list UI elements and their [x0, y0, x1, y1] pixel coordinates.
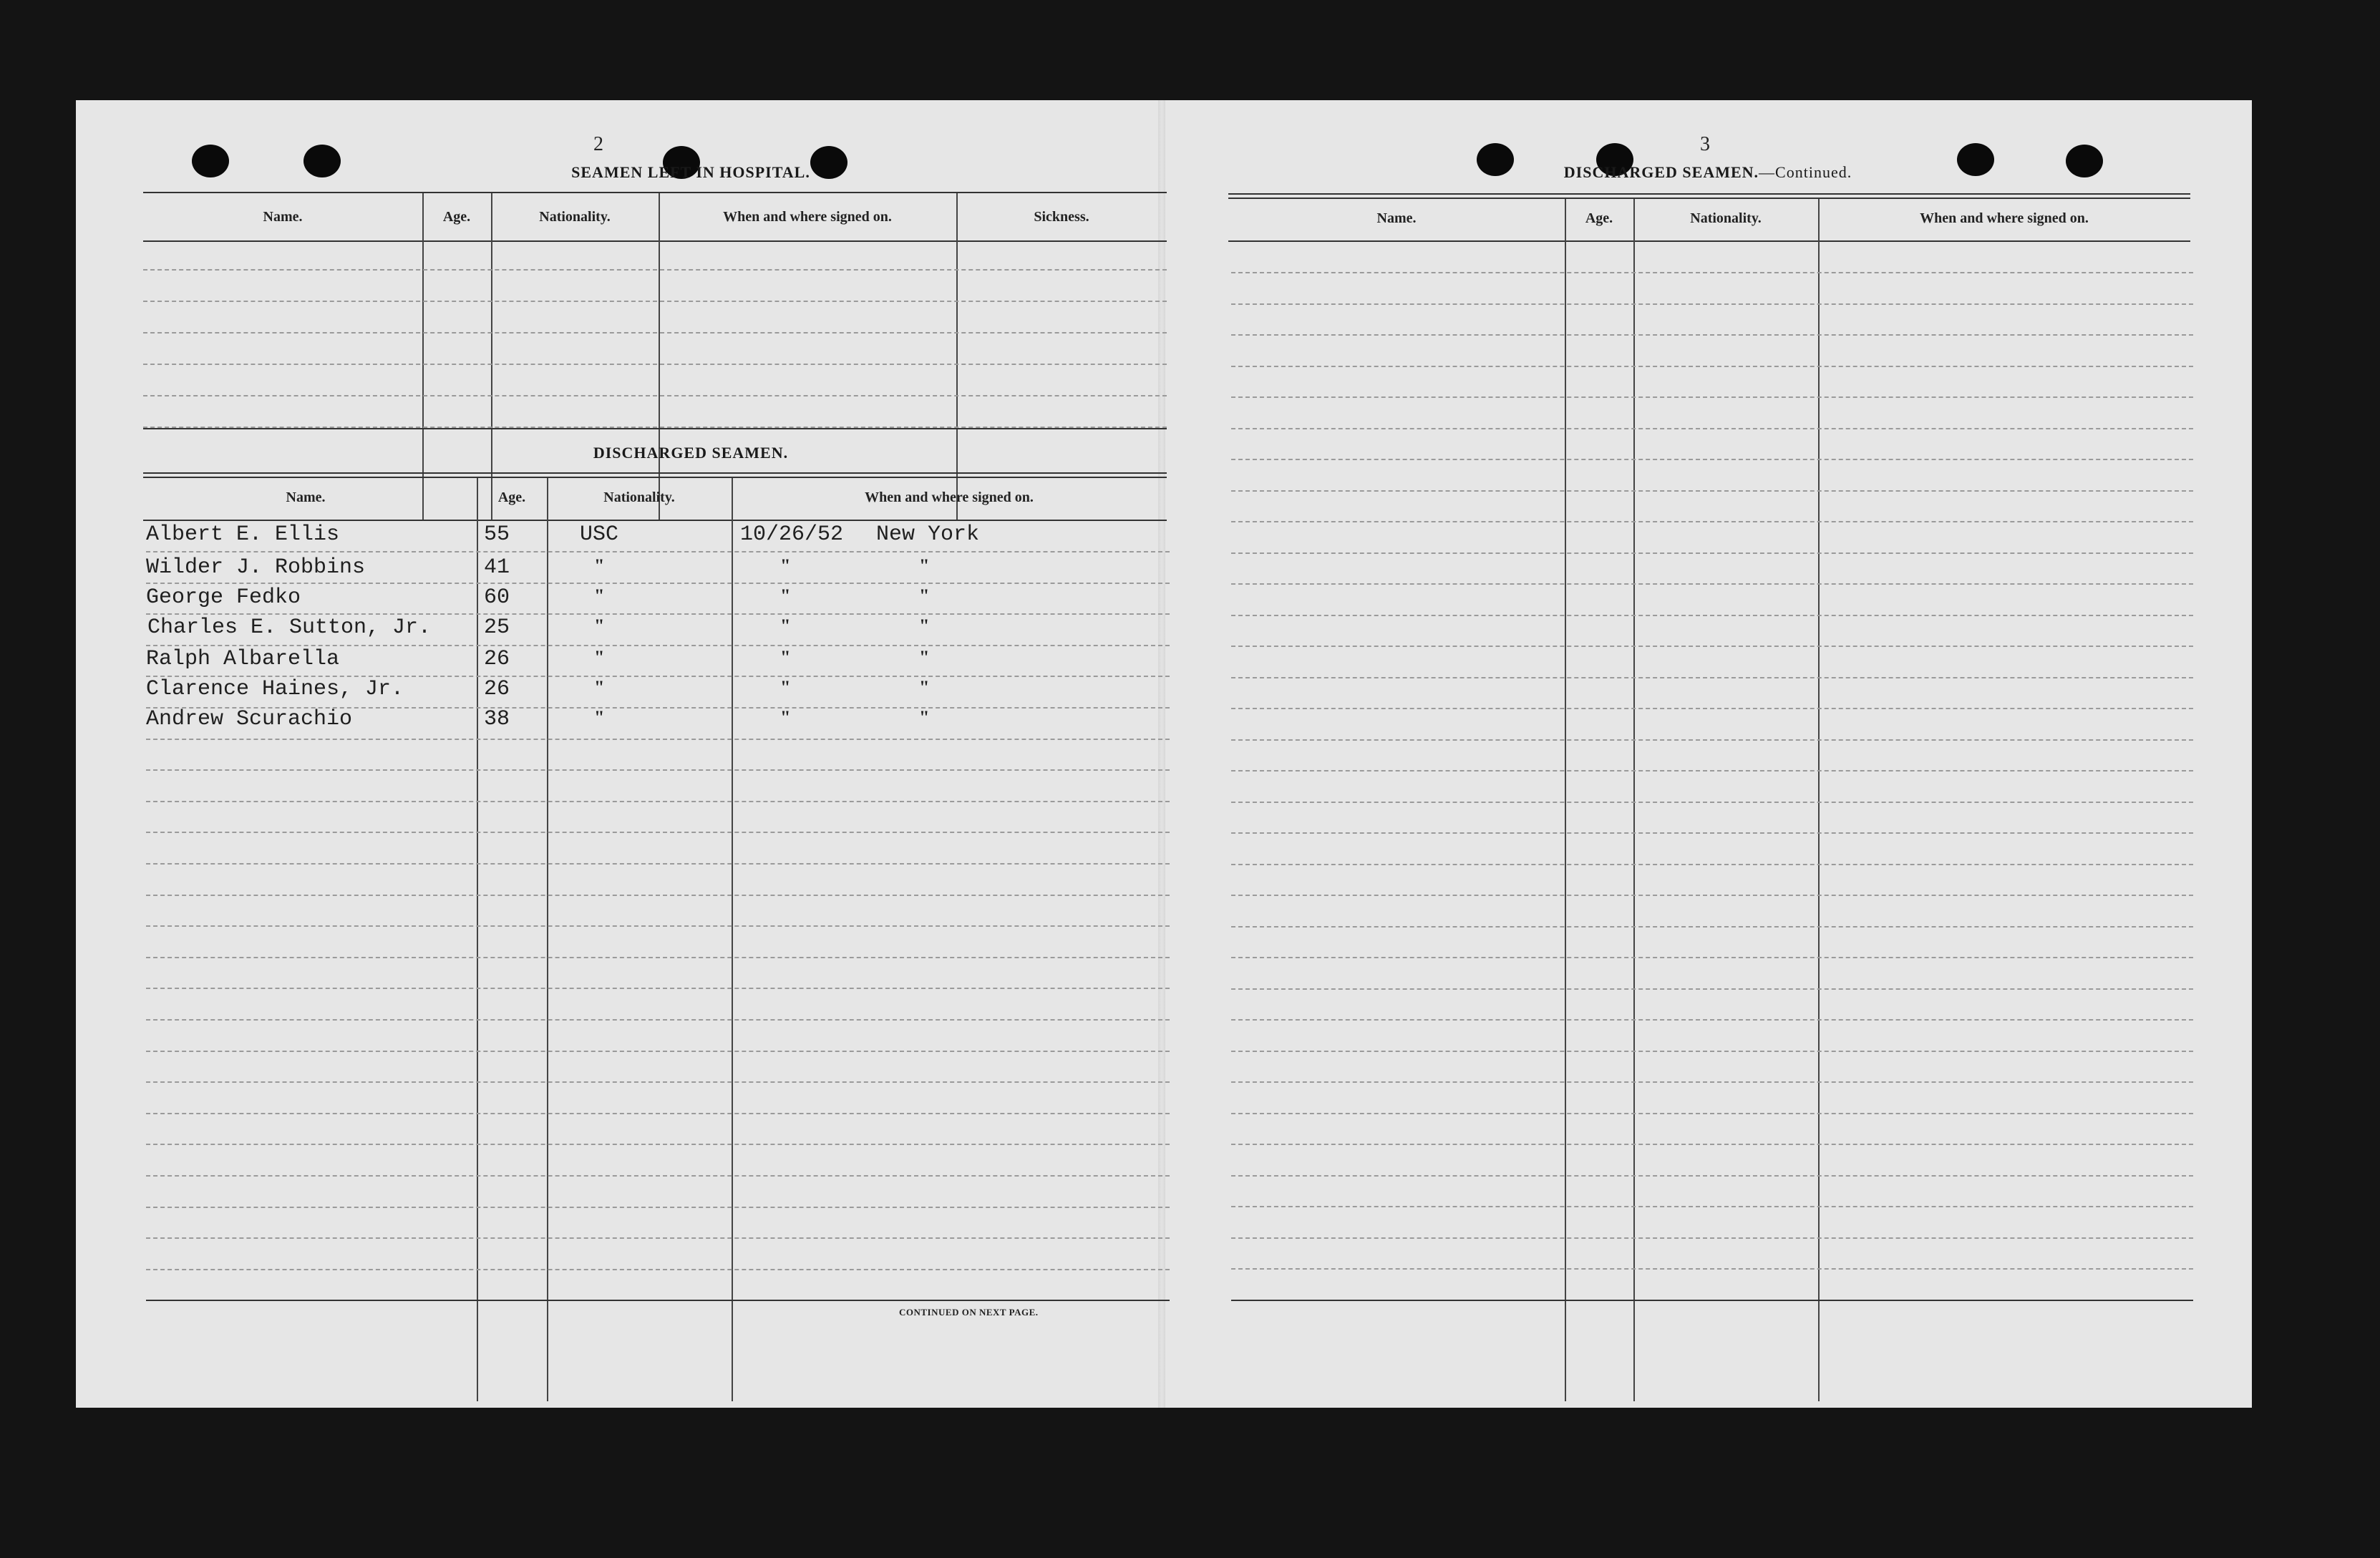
row-7-when: " [780, 707, 791, 728]
row-7-name: Andrew Scurachio [146, 707, 353, 731]
ruled-line [1231, 552, 2193, 554]
row-6-age: 26 [484, 677, 510, 701]
right-table-top-rule-2 [1228, 198, 2190, 199]
row-2-where: " [919, 555, 930, 576]
row-1-name: Albert E. Ellis [146, 522, 340, 547]
ruled-line [1231, 303, 2193, 305]
row-2-nationality: " [594, 555, 605, 576]
row-5-when: " [780, 647, 791, 668]
ruled-line [146, 863, 1170, 865]
ruled-line [1231, 615, 2193, 616]
ruled-line [146, 551, 1170, 552]
ruled-line [1231, 1051, 2193, 1052]
ruled-line [146, 832, 1170, 833]
ruled-line [1231, 677, 2193, 678]
ruled-line [1231, 957, 2193, 958]
right-col-nationality: Nationality. [1690, 210, 1762, 226]
ruled-line [143, 364, 1167, 365]
ruled-line [146, 613, 1170, 615]
row-2-age: 41 [484, 555, 510, 580]
hospital-header-rule [143, 240, 1167, 242]
punch-hole [192, 145, 229, 177]
hospital-table-bottom-rule [143, 428, 1167, 429]
row-2-when: " [780, 555, 791, 576]
discharged-col-age: Age. [497, 490, 526, 505]
punch-hole [1957, 143, 1994, 176]
discharged-col-nationality: Nationality. [603, 490, 675, 505]
ruled-line [1231, 708, 2193, 709]
discharged-col-divider [477, 478, 478, 1401]
ruled-line [1231, 988, 2193, 990]
discharged-col-signed-on: When and where signed on. [865, 490, 1034, 505]
ruled-line [146, 1051, 1170, 1052]
page-number-right: 3 [1700, 133, 1710, 155]
row-6-name: Clarence Haines, Jr. [146, 677, 404, 701]
right-title-suffix: —Continued. [1759, 163, 1852, 181]
right-table-top-rule [1228, 193, 2190, 195]
right-title-main: DISCHARGED SEAMEN. [1563, 163, 1759, 181]
ruled-line [146, 925, 1170, 927]
ruled-line [146, 1019, 1170, 1021]
ruled-line [1231, 396, 2193, 398]
hospital-section-title: SEAMEN LEFT IN HOSPITAL. [571, 163, 810, 181]
ruled-line [1231, 428, 2193, 429]
ruled-line [1231, 334, 2193, 336]
ruled-line [146, 1175, 1170, 1177]
hospital-col-name: Name. [263, 209, 303, 225]
ruled-line [143, 332, 1167, 333]
ruled-line [146, 769, 1170, 771]
ruled-line [1231, 1206, 2193, 1207]
ruled-line [1231, 1237, 2193, 1239]
row-1-age: 55 [484, 522, 510, 547]
continued-footnote: CONTINUED ON NEXT PAGE. [899, 1307, 1039, 1318]
hospital-table-top-rule [143, 192, 1167, 193]
row-1-where: New York [876, 522, 980, 547]
ruled-line [146, 1269, 1170, 1270]
ruled-line [143, 301, 1167, 302]
row-5-age: 26 [484, 647, 510, 671]
right-col-age: Age. [1585, 210, 1613, 226]
row-4-where: " [919, 615, 930, 636]
discharged-col-name: Name. [286, 490, 326, 505]
row-4-when: " [780, 615, 791, 636]
discharged-table-bottom-rule [146, 1300, 1170, 1301]
row-5-name: Ralph Albarella [146, 647, 340, 671]
row-7-where: " [919, 707, 930, 728]
document-sheet [76, 100, 2252, 1408]
right-col-divider [1633, 199, 1635, 1401]
row-6-where: " [919, 677, 930, 698]
punch-hole [1477, 143, 1514, 176]
ruled-line [146, 895, 1170, 896]
row-3-name: George Fedko [146, 585, 301, 610]
discharged-header-rule [143, 520, 1167, 521]
row-2-name: Wilder J. Robbins [146, 555, 366, 580]
ruled-line [146, 957, 1170, 958]
discharged-section-title: DISCHARGED SEAMEN. [593, 444, 789, 462]
right-section-title [1515, 163, 1901, 182]
ruled-line [146, 1144, 1170, 1145]
ruled-line [146, 1081, 1170, 1083]
row-4-nationality: " [594, 615, 605, 636]
ruled-line [1231, 926, 2193, 928]
ruled-line [1231, 832, 2193, 834]
ruled-line [1231, 521, 2193, 522]
hospital-col-nationality: Nationality. [539, 209, 611, 225]
discharged-col-divider [547, 478, 548, 1401]
hospital-col-age: Age. [442, 209, 471, 225]
hospital-col-signed-on: When and where signed on. [723, 209, 892, 225]
ruled-line [146, 801, 1170, 802]
right-col-signed-on: When and where signed on. [1920, 210, 2089, 226]
ruled-line [1231, 366, 2193, 367]
hospital-col-sickness: Sickness. [1034, 209, 1089, 225]
row-3-when: " [780, 585, 791, 606]
ruled-line [1231, 770, 2193, 771]
row-1-when: 10/26/52 [740, 522, 844, 547]
ruled-line [1231, 895, 2193, 896]
punch-hole [303, 145, 341, 177]
punch-hole [2066, 145, 2103, 177]
ruled-line [143, 269, 1167, 271]
ruled-line [1231, 1268, 2193, 1270]
right-header-rule [1228, 240, 2190, 242]
row-3-age: 60 [484, 585, 510, 610]
ruled-line [1231, 802, 2193, 803]
ruled-line [1231, 1081, 2193, 1083]
discharged-table-top-rule [143, 472, 1167, 474]
row-1-nationality: USC [580, 522, 619, 547]
ruled-line [143, 395, 1167, 396]
discharged-table-top-rule-2 [143, 477, 1167, 478]
ruled-line [146, 739, 1170, 740]
row-4-age: 25 [484, 615, 510, 640]
row-3-nationality: " [594, 585, 605, 606]
ruled-line [1231, 490, 2193, 492]
row-7-nationality: " [594, 707, 605, 728]
right-col-divider [1818, 199, 1820, 1401]
ruled-line [146, 1237, 1170, 1239]
ruled-line [146, 1113, 1170, 1114]
row-7-age: 38 [484, 707, 510, 731]
ruled-line [146, 583, 1170, 584]
row-6-nationality: " [594, 677, 605, 698]
ruled-line [1231, 1113, 2193, 1114]
ruled-line [1231, 459, 2193, 460]
ruled-line [1231, 583, 2193, 585]
ruled-line [1231, 864, 2193, 865]
right-col-divider [1565, 199, 1566, 1401]
ruled-line [1231, 646, 2193, 647]
row-5-nationality: " [594, 647, 605, 668]
ruled-line [1231, 739, 2193, 741]
row-5-where: " [919, 647, 930, 668]
ruled-line [146, 1207, 1170, 1208]
ruled-line [146, 645, 1170, 646]
right-table-bottom-rule [1231, 1300, 2193, 1301]
ruled-line [1231, 1019, 2193, 1021]
page-fold [1158, 100, 1165, 1408]
right-col-name: Name. [1376, 210, 1417, 226]
ruled-line [1231, 1144, 2193, 1145]
ruled-line [146, 988, 1170, 989]
row-6-when: " [780, 677, 791, 698]
discharged-col-divider [732, 478, 733, 1401]
ruled-line [1231, 272, 2193, 273]
page-number-left: 2 [593, 133, 603, 155]
row-4-name: Charles E. Sutton, Jr. [147, 615, 432, 640]
row-3-where: " [919, 585, 930, 606]
ruled-line [1231, 1175, 2193, 1177]
